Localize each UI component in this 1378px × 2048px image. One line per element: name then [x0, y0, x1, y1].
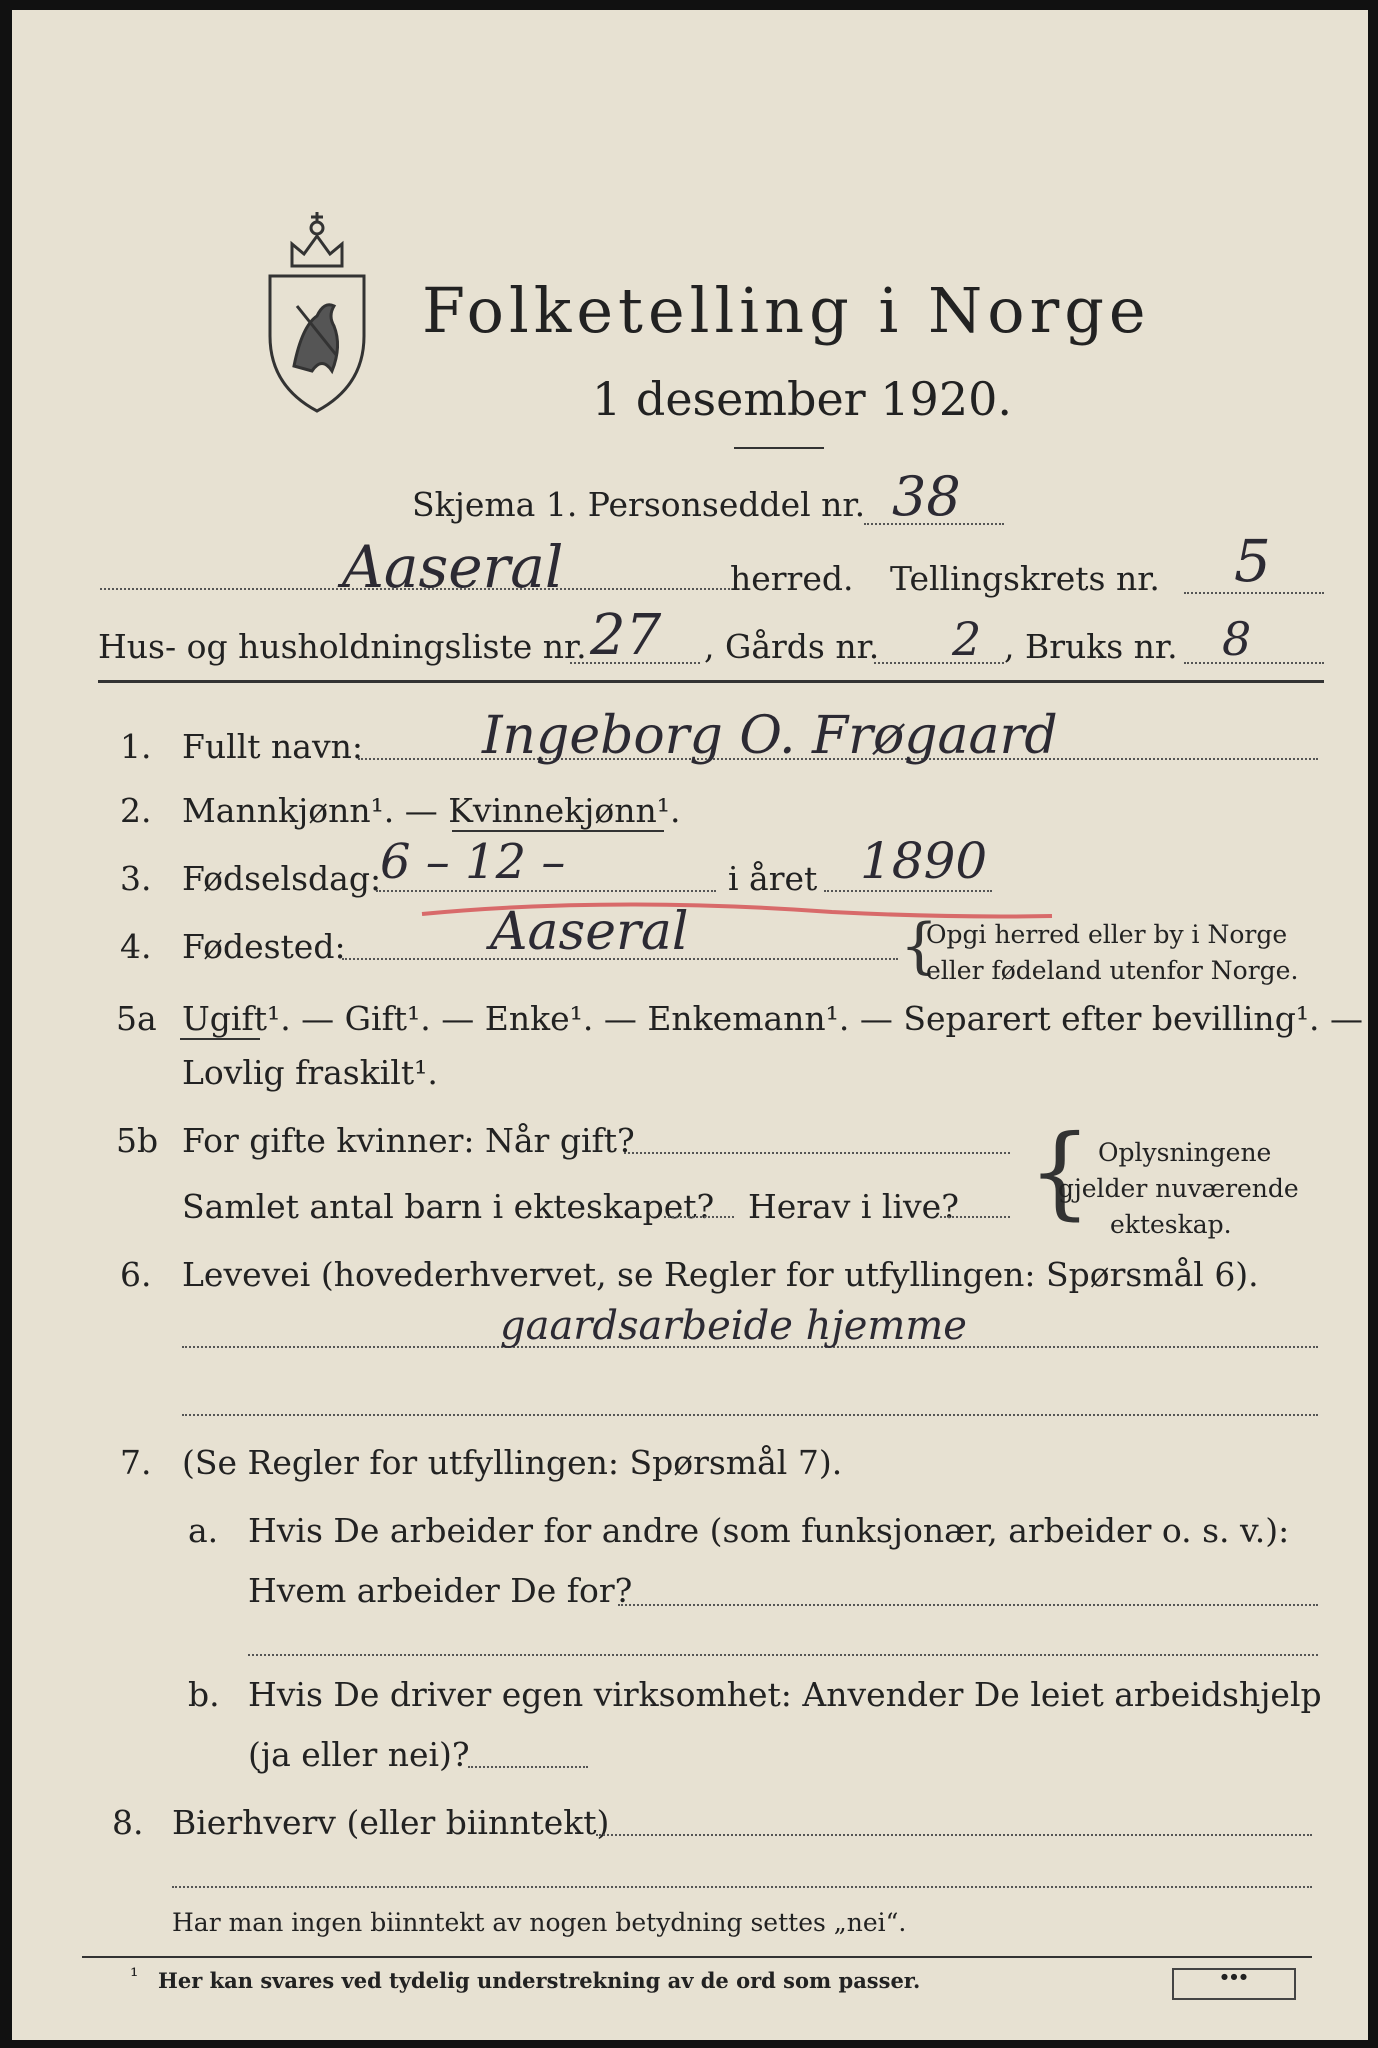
q2-label: Mannkjønn¹. — Kvinnekjønn¹.: [182, 791, 681, 830]
q7a-label-2: Hvem arbeider De for?: [248, 1571, 633, 1610]
q5b-married-line: [624, 1152, 1010, 1154]
bruks-line: [1184, 662, 1324, 664]
q3-year-label: i året: [728, 859, 818, 898]
q5b-note-3: ekteskap.: [1110, 1210, 1232, 1239]
q5b-note-1: Oplysningene: [1098, 1138, 1272, 1167]
q7-number: 7.: [120, 1443, 152, 1482]
q7a-line-1: [618, 1604, 1318, 1606]
gards-label: , Gårds nr.: [704, 627, 880, 666]
herred-value: Aaseral: [342, 533, 564, 601]
q2-number: 2.: [120, 791, 152, 830]
header-rule: [98, 680, 1324, 683]
birthplace-value: Aaseral: [490, 902, 689, 962]
q6-label: Levevei (hovederhvervet, se Regler for utfyllingen: Spørsmål 6).: [182, 1255, 1259, 1294]
q5b-label-3: Herav i live?: [748, 1187, 959, 1226]
footer-rule: [82, 1956, 1312, 1958]
q7b-label-2: (ja eller nei)?: [248, 1735, 470, 1774]
q7b-line: [468, 1766, 588, 1768]
q5b-alive-line: [940, 1216, 1010, 1218]
q5a-label: Ugift¹. — Gift¹. — Enke¹. — Enkemann¹. — Separert efter bevilling¹. —: [182, 999, 1364, 1038]
q8-label: Bierhverv (eller biinntekt): [172, 1803, 610, 1842]
footnote-mark: ¹: [130, 1964, 139, 1988]
q7a-number: a.: [188, 1511, 219, 1550]
gards-line: [874, 662, 1004, 664]
q4-number: 4.: [120, 927, 152, 966]
full-name-value: Ingeborg O. Frøgaard: [482, 706, 1058, 766]
title-divider: [734, 447, 824, 449]
printer-stamp-mark: ● ● ●: [1220, 1972, 1248, 1981]
q8-line-1: [596, 1834, 1312, 1836]
occupation-value: gaardsarbeide hjemme: [500, 1303, 967, 1349]
birth-year-value: 1890: [860, 832, 988, 890]
q3-number: 3.: [120, 859, 152, 898]
q5b-label: For gifte kvinner: Når gift?: [182, 1121, 635, 1160]
husliste-value: 27: [590, 603, 662, 668]
bruks-value: 8: [1222, 612, 1252, 666]
q1-label: Fullt navn:: [182, 727, 363, 766]
q7b-label: Hvis De driver egen virksomhet: Anvender De leiet arbeidshjelp: [248, 1675, 1322, 1714]
biinntekt-note: Har man ingen biinntekt av nogen betydning settes „nei“.: [172, 1908, 907, 1937]
tellingskrets-value: 5: [1234, 527, 1271, 595]
gards-value: 2: [952, 612, 982, 666]
ugift-underline: [180, 1038, 260, 1040]
personseddel-nr-value: 38: [892, 465, 961, 528]
q5b-note-2: gjelder nuværende: [1058, 1174, 1299, 1203]
footnote-text: Her kan svares ved tydelig understrekning av de ord som passer.: [158, 1968, 921, 1993]
q8-line-2: [172, 1886, 1312, 1888]
form-title: Folketelling i Norge: [422, 274, 1151, 347]
q1-number: 1.: [120, 727, 152, 766]
bruks-label: , Bruks nr.: [1004, 627, 1178, 666]
q4-note-1: Opgi herred eller by i Norge: [926, 920, 1288, 949]
q7a-label: Hvis De arbeider for andre (som funksjonær, arbeider o. s. v.):: [248, 1511, 1290, 1550]
norwegian-coat-of-arms-icon: [262, 206, 372, 416]
q4-brace: {: [900, 911, 939, 981]
q8-number: 8.: [112, 1803, 144, 1842]
q5b-children-line: [664, 1216, 734, 1218]
herred-label: herred.: [730, 559, 854, 598]
q3-label: Fødselsdag:: [182, 859, 382, 898]
q5b-brace: {: [1028, 1113, 1092, 1230]
printer-stamp: [1172, 1968, 1296, 2000]
birth-date-value: 6 – 12 –: [380, 834, 566, 890]
q7b-number: b.: [188, 1675, 220, 1714]
q5b-number: 5b: [116, 1121, 159, 1160]
q4-note-2: eller fødeland utenfor Norge.: [926, 956, 1299, 985]
kvinnekjonn-underline: [452, 830, 664, 832]
tellingskrets-label: Tellingskrets nr.: [890, 559, 1160, 598]
q7a-line-2: [248, 1654, 1318, 1656]
q6-line-2: [182, 1414, 1318, 1416]
census-form-page: [12, 10, 1368, 2040]
q5a-number: 5a: [116, 999, 157, 1038]
census-date: 1 desember 1920.: [592, 372, 1012, 426]
q4-label: Fødested:: [182, 927, 346, 966]
q7-label: (Se Regler for utfyllingen: Spørsmål 7).: [182, 1443, 843, 1482]
husliste-label: Hus- og husholdningsliste nr.: [98, 627, 587, 666]
skjema-label: Skjema 1. Personseddel nr.: [412, 485, 866, 524]
q5b-label-2: Samlet antal barn i ekteskapet?: [182, 1187, 715, 1226]
q5a-label-2: Lovlig fraskilt¹.: [182, 1053, 438, 1092]
q6-number: 6.: [120, 1255, 152, 1294]
